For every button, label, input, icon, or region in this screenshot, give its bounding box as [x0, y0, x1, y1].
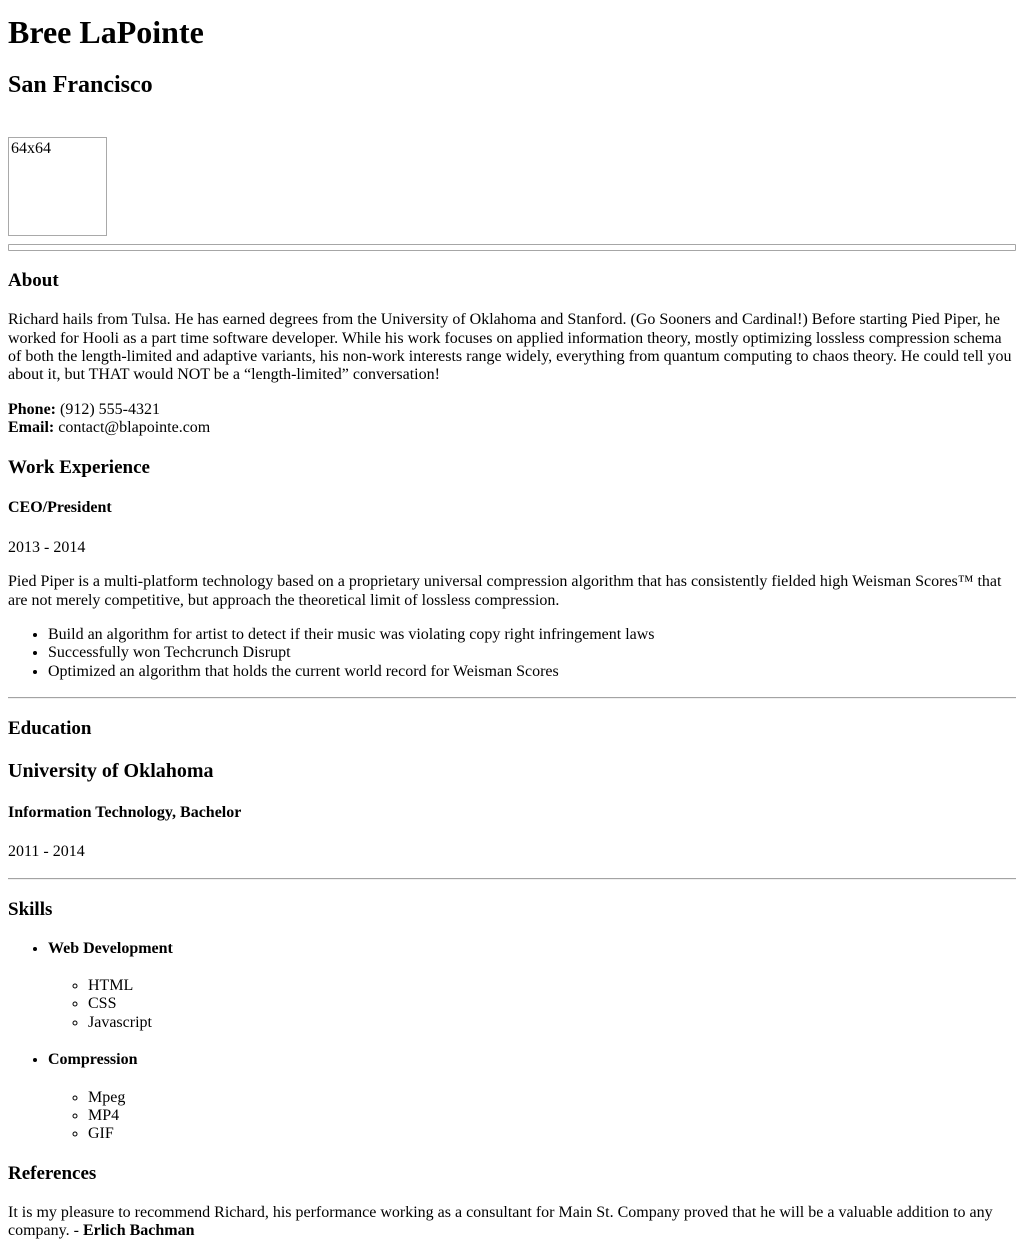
page-title: Bree LaPointe: [8, 14, 204, 50]
skills-list: [8, 940, 1016, 1144]
skill-item: ◦ GIF: [88, 1125, 1016, 1143]
skill-item: ◦ HTML: [88, 977, 1016, 995]
skill-group: [48, 940, 1016, 1033]
education-heading: Education: [8, 718, 92, 740]
contact-block: [8, 401, 1016, 438]
job-dates: 2013 - 2014: [8, 538, 86, 556]
references-heading: References: [8, 1162, 97, 1184]
job-highlights-list: [8, 626, 1016, 681]
skill-item: ◦ Mpeg: [88, 1089, 1016, 1107]
email-value: contact@blapointe.com: [58, 419, 211, 437]
about-heading: About: [8, 270, 59, 292]
skill-items-list: [48, 1089, 1016, 1144]
top-divider: [8, 244, 1016, 251]
broken-image-alt-text: 64x64: [11, 140, 51, 158]
skill-items-list: [48, 977, 1016, 1032]
school-name: University of Oklahoma: [8, 760, 214, 782]
job-highlight-item: • Optimized an algorithm that holds the current world record for Weisman Scores: [48, 663, 1016, 681]
job-summary: Pied Piper is a multi-platform technology based on a proprietary universal compression algorithm that has consistently fielded high Weisman Scores™ that are not merely competitive, but approach the theoretical limit of lossless compression.: [8, 573, 1002, 609]
degree-name: Information Technology, Bachelor: [8, 804, 242, 821]
reference-quote: It is my pleasure to recommend Richard, his performance working as a consultant for Main St. Company proved that he will be a valuable addition to any company. -: [8, 1203, 993, 1239]
work-experience-heading: Work Experience: [8, 456, 150, 478]
phone-label: Phone:: [8, 400, 56, 418]
job-highlight-item: • Build an algorithm for artist to detect if their music was violating copy right infringement laws: [48, 626, 1016, 644]
reference-attribution: Erlich Bachman: [82, 1221, 195, 1239]
education-dates: 2011 - 2014: [8, 843, 85, 861]
skill-group: [48, 1051, 1016, 1144]
phone-value: (912) 555-4321: [60, 400, 160, 418]
section-divider: [8, 697, 1016, 699]
reference-paragraph: [8, 1204, 1016, 1241]
skill-item: ◦ MP4: [88, 1107, 1016, 1125]
job-title: CEO/President: [8, 499, 112, 517]
resume-page: [8, 14, 1016, 1240]
skill-group-name: • Compression: [48, 1051, 138, 1069]
section-divider: [8, 878, 1016, 880]
avatar: [8, 137, 107, 236]
location-heading: San Francisco: [8, 71, 153, 98]
job-highlight-item: • Successfully won Techcrunch Disrupt: [48, 644, 1016, 662]
skills-heading: Skills: [8, 898, 53, 920]
about-paragraph: Richard hails from Tulsa. He has earned degrees from the University of Oklahoma and Stanford. (Go Sooners and Cardinal!) Before starting Pied Piper, he worked for Hooli as a part time software developer. While his work focuses on applied information theory, mostly optimizing lossless compression schema of both the length-limited and adaptive variants, his non-work interests range widely, everything from quantum computing to chaos theory. He could tell you about it, but THAT would NOT be a “length-limited” conversation!: [8, 311, 1012, 384]
email-label: Email:: [8, 419, 55, 437]
skill-group-name: • Web Development: [48, 939, 173, 957]
skill-item: ◦ Javascript: [88, 1014, 1016, 1032]
skill-item: ◦ CSS: [88, 995, 1016, 1013]
